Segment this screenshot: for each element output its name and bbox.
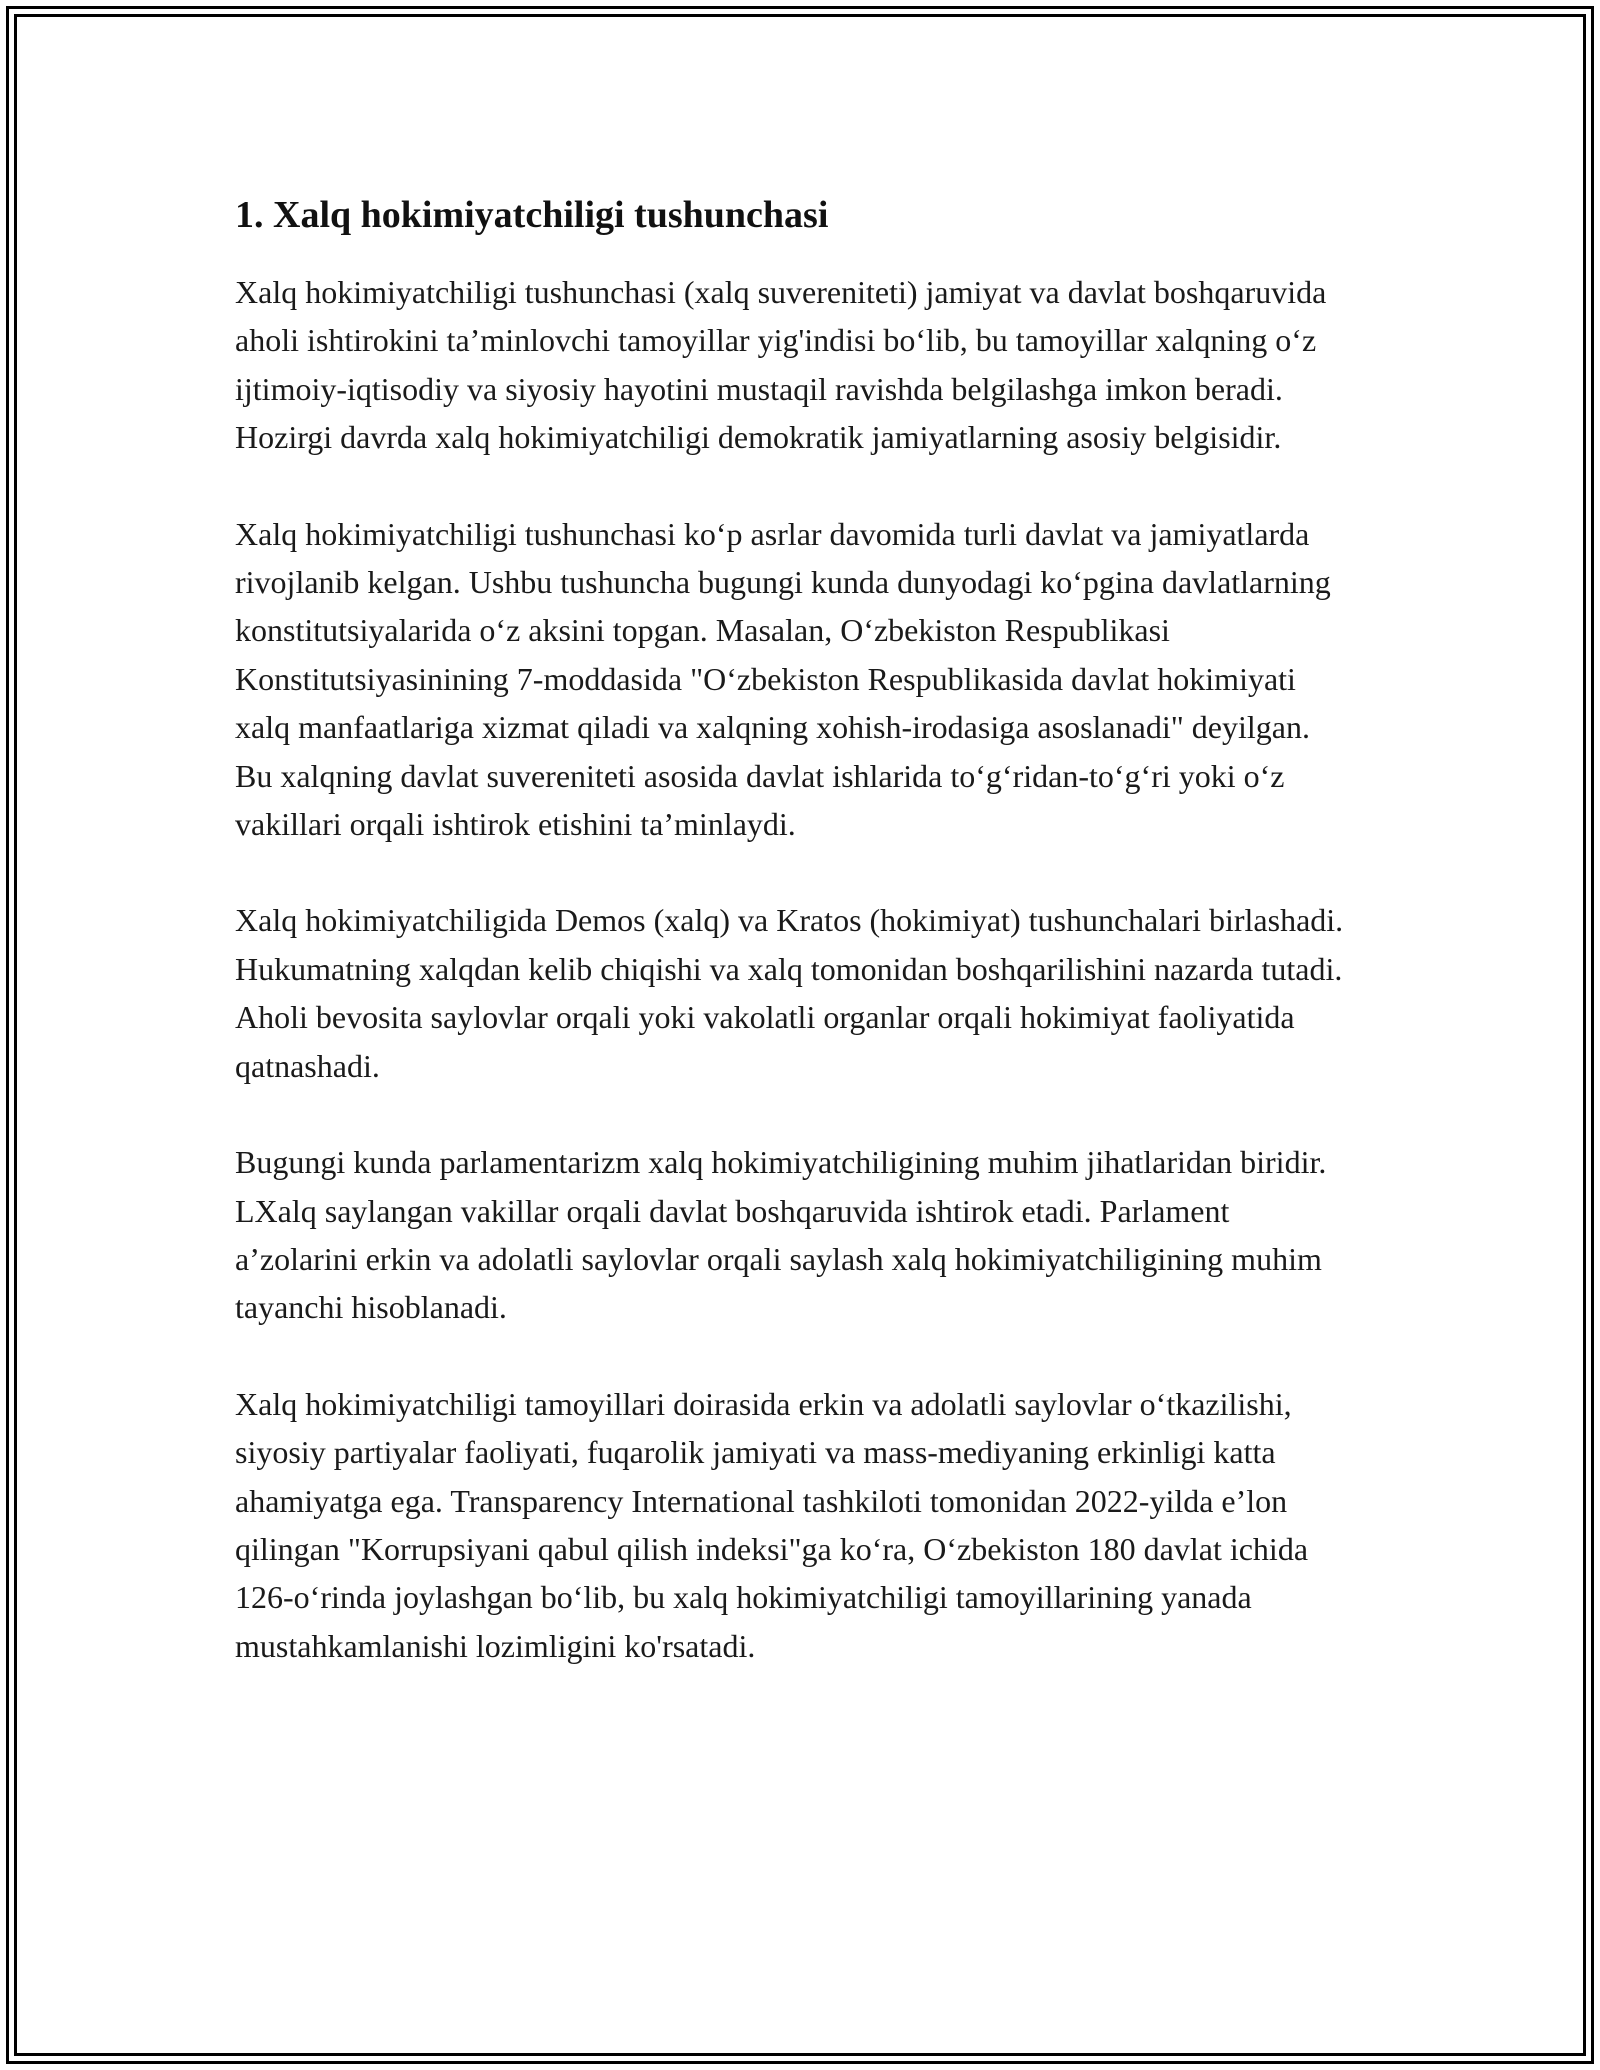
paragraph-demos-kratos: Xalq hokimiyatchiligida Demos (xalq) va Kratos (hokimiyat) tushunchalari birlashadi. Hukumatning xalqdan kelib chiqishi va xalq tomonidan boshqarilishini nazarda tutadi. Aholi bevosita saylovlar orqali yoki vakolatli organlar orqali hokimiyat faoliyatida qatnashadi. [235, 902, 1344, 1084]
paragraph-definition: Xalq hokimiyatchiligi tushunchasi (xalq suvereniteti) jamiyat va davlat boshqaruvida aholi ishtirokini ta’minlovchi tamoyillar yig'indisi bo‘lib, bu tamoyillar xalqning o‘z ijtimoiy-iqtisodiy va siyosiy hayotini mustaqil ravishda belgilashga imkon beradi. Hozirgi davrda xalq hokimiyatchiligi demokratik jamiyatlarning asosiy belgisidir. [235, 274, 1327, 456]
paragraph-parliamentarism: Bugungi kunda parlamentarizm xalq hokimiyatchiligining muhim jihatlaridan biridir. LXalq saylangan vakillar orqali davlat boshqaruvida ishtirok etadi. Parlament a’zolarini erkin va adolatli saylovlar orqali saylash xalq hokimiyatchiligining muhim tayanchi hisoblanadi. [235, 1144, 1327, 1326]
section-heading: 1. Xalq hokimiyatchiligi tushunchasi [235, 194, 829, 236]
paragraph-principles-index: Xalq hokimiyatchiligi tamoyillari doirasida erkin va adolatli saylovlar o‘tkazilishi, siyosiy partiyalar faoliyati, fuqarolik jamiyati va mass-mediyaning erkinligi katta ahamiyatga ega. Transparency International tashkiloti tomonidan 2022-yilda e’lon qilingan "Korrupsiyani qabul qilish indeksi"ga ko‘ra, O‘zbekiston 180 davlat ichida 126-o‘rinda joylashgan bo‘lib, bu xalq hokimiyatchiligi tamoyillarining yanada mustahkamlanishi lozimligini ko'rsatadi. [235, 1385, 1309, 1664]
document-body [235, 186, 1355, 1718]
paragraph-history-constitution: Xalq hokimiyatchiligi tushunchasi ko‘p asrlar davomida turli davlat va jamiyatlarda rivojlanib kelgan. Ushbu tushuncha bugungi kunda dunyodagi ko‘pgina davlatlarning konstitutsiyalarida o‘z aksini topgan. Masalan, O‘zbekiston Respublikasi Konstitutsiyasinining 7-moddasida "O‘zbekiston Respublikasida davlat hokimiyati xalq manfaatlariga xizmat qiladi va xalqning xohish-irodasiga asoslanadi" deyilgan. Bu xalqning davlat suvereniteti asosida davlat ishlarida to‘g‘ridan-to‘g‘ri yoki o‘z vakillari orqali ishtirok etishini ta’minlaydi. [235, 515, 1331, 843]
